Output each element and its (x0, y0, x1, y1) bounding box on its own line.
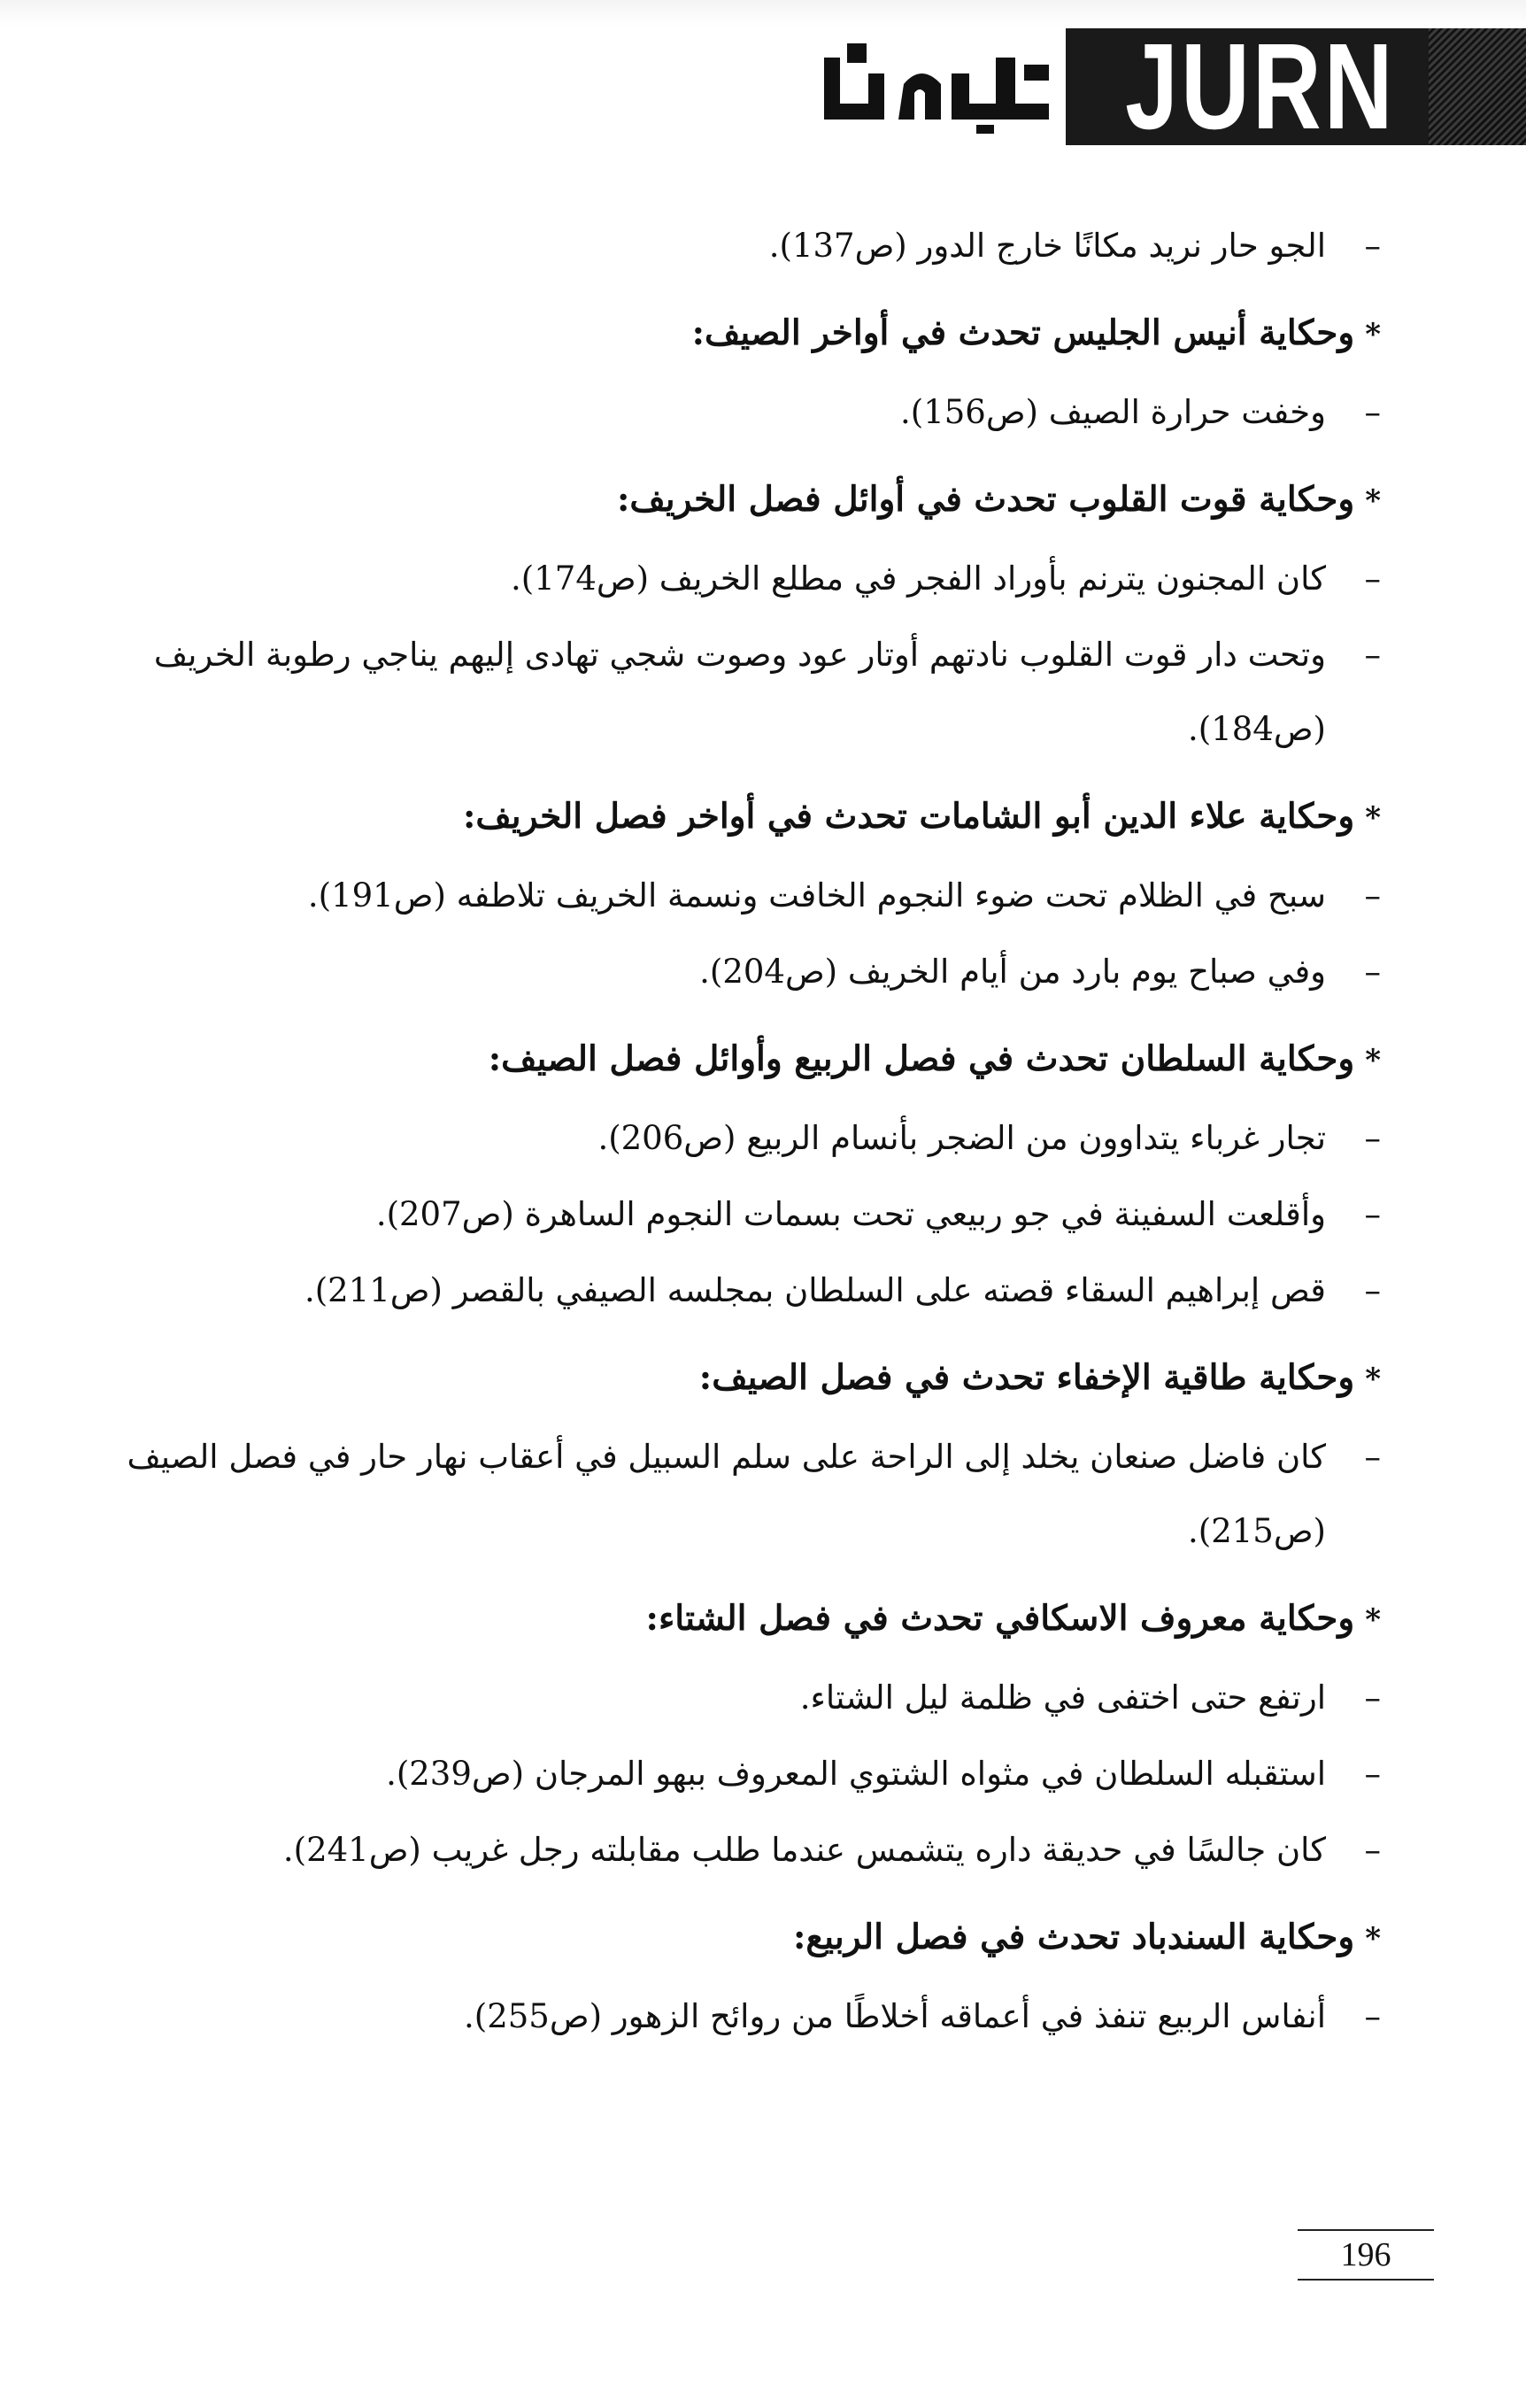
bullet-dash: – (1364, 953, 1381, 991)
item-text: وأقلعت السفينة في جو ربيعي تحت بسمات النجوم الساهرة (ص207). (375, 1195, 1326, 1233)
item-text: كان فاضل صنعان يخلد إلى الراحة على سلم السبيل في أعقاب نهار حار في فصل الصيف (ص215). (127, 1438, 1326, 1550)
item-text: قص إبراهيم السقاء قصته على السلطان بمجلسه الصيفي بالقصر (ص211). (304, 1271, 1326, 1309)
scan-edge (0, 0, 1526, 27)
bullet-dash: – (1364, 393, 1381, 431)
bullet-dash: – (1364, 1755, 1381, 1793)
logo-arabic-mark (811, 28, 1066, 145)
bullet-dash: – (1364, 1195, 1381, 1233)
bullet-dash: – (1364, 560, 1381, 598)
bullet-dash: – (1364, 1997, 1381, 2035)
item-text: كان جالسًا في حديقة داره يتشمس عندما طلب مقابلته رجل غريب (ص241). (282, 1831, 1326, 1869)
section-heading (80, 1592, 1381, 1647)
heading-marker: * (1365, 800, 1381, 836)
bullet-dash: – (1364, 1438, 1381, 1476)
item-text: وخفت حرارة الصيف (ص156). (900, 393, 1326, 431)
list-item (80, 859, 1381, 933)
item-text: كان المجنون يترنم بأوراد الفجر في مطلع الخريف (ص174). (511, 560, 1326, 598)
heading-marker: * (1365, 317, 1381, 352)
heading-text: وحكاية معروف الاسكافي تحدث في فصل الشتاء: (645, 1598, 1355, 1639)
section-heading (80, 473, 1381, 528)
bullet-dash: – (1364, 227, 1381, 265)
list-item (80, 209, 1381, 283)
list-item (80, 1177, 1381, 1252)
heading-marker: * (1365, 1043, 1381, 1078)
bullet-dash: – (1364, 636, 1381, 674)
section-heading (80, 790, 1381, 845)
item-text: وفي صباح يوم بارد من أيام الخريف (ص204). (699, 953, 1326, 991)
heading-marker: * (1365, 1602, 1381, 1638)
heading-text: وحكاية قوت القلوب تحدث في أوائل فصل الخريف: (617, 479, 1355, 520)
bullet-dash: – (1364, 1679, 1381, 1717)
section-heading (80, 1910, 1381, 1965)
heading-text: وحكاية طاقية الإخفاء تحدث في فصل الصيف: (698, 1357, 1355, 1398)
heading-text: وحكاية علاء الدين أبو الشامات تحدث في أواخر فصل الخريف: (463, 796, 1355, 837)
item-text: وتحت دار قوت القلوب نادتهم أوتار عود وصوت شجي تهادى إليهم يناجي رطوبة الخريف (ص184). (153, 636, 1326, 748)
logo-latin-block (1066, 28, 1526, 145)
logo-arabic-glyphs-icon (819, 38, 1058, 135)
journal-logo (811, 28, 1526, 145)
list-item (80, 1813, 1381, 1887)
list-item (80, 1101, 1381, 1176)
list-item (80, 375, 1381, 450)
item-text: ارتفع حتى اختفى في ظلمة ليل الشتاء. (799, 1679, 1326, 1717)
item-text: استقبله السلطان في مثواه الشتوي المعروف ببهو المرجان (ص239). (386, 1755, 1326, 1793)
section-heading (80, 306, 1381, 361)
item-text: سبح في الظلام تحت ضوء النجوم الخافت ونسمة الخريف تلاطفه (ص191). (307, 876, 1326, 915)
heading-marker: * (1365, 1921, 1381, 1956)
item-text: الجو حار نريد مكانًا خارج الدور (ص137). (768, 227, 1326, 265)
logo-latin-text: JURN (1125, 28, 1396, 145)
list-item (80, 1661, 1381, 1735)
item-text: أنفاس الربيع تنفذ في أعماقه أخلاطًا من روائح الزهور (ص255). (464, 1997, 1326, 2035)
item-text: تجار غرباء يتداوون من الضجر بأنسام الربيع (ص206). (597, 1119, 1326, 1157)
section-heading (80, 1032, 1381, 1087)
list-item (80, 618, 1381, 767)
list-item (80, 1980, 1381, 2054)
heading-marker: * (1365, 1362, 1381, 1397)
heading-marker: * (1365, 483, 1381, 519)
list-item (80, 935, 1381, 1009)
page-number: 196 (1298, 2229, 1434, 2281)
section-heading (80, 1351, 1381, 1406)
heading-text: وحكاية أنيس الجليس تحدث في أواخر الصيف: (691, 313, 1355, 353)
bullet-dash: – (1364, 1119, 1381, 1157)
list-item (80, 1737, 1381, 1811)
list-item (80, 542, 1381, 616)
heading-text: وحكاية السلطان تحدث في فصل الربيع وأوائل فصل الصيف: (488, 1038, 1355, 1079)
bullet-dash: – (1364, 1271, 1381, 1309)
bullet-dash: – (1364, 876, 1381, 915)
page-body (80, 209, 1381, 2056)
heading-text: وحكاية السندباد تحدث في فصل الربيع: (792, 1917, 1355, 1957)
list-item (80, 1420, 1381, 1569)
list-item (80, 1254, 1381, 1328)
bullet-dash: – (1364, 1831, 1381, 1869)
